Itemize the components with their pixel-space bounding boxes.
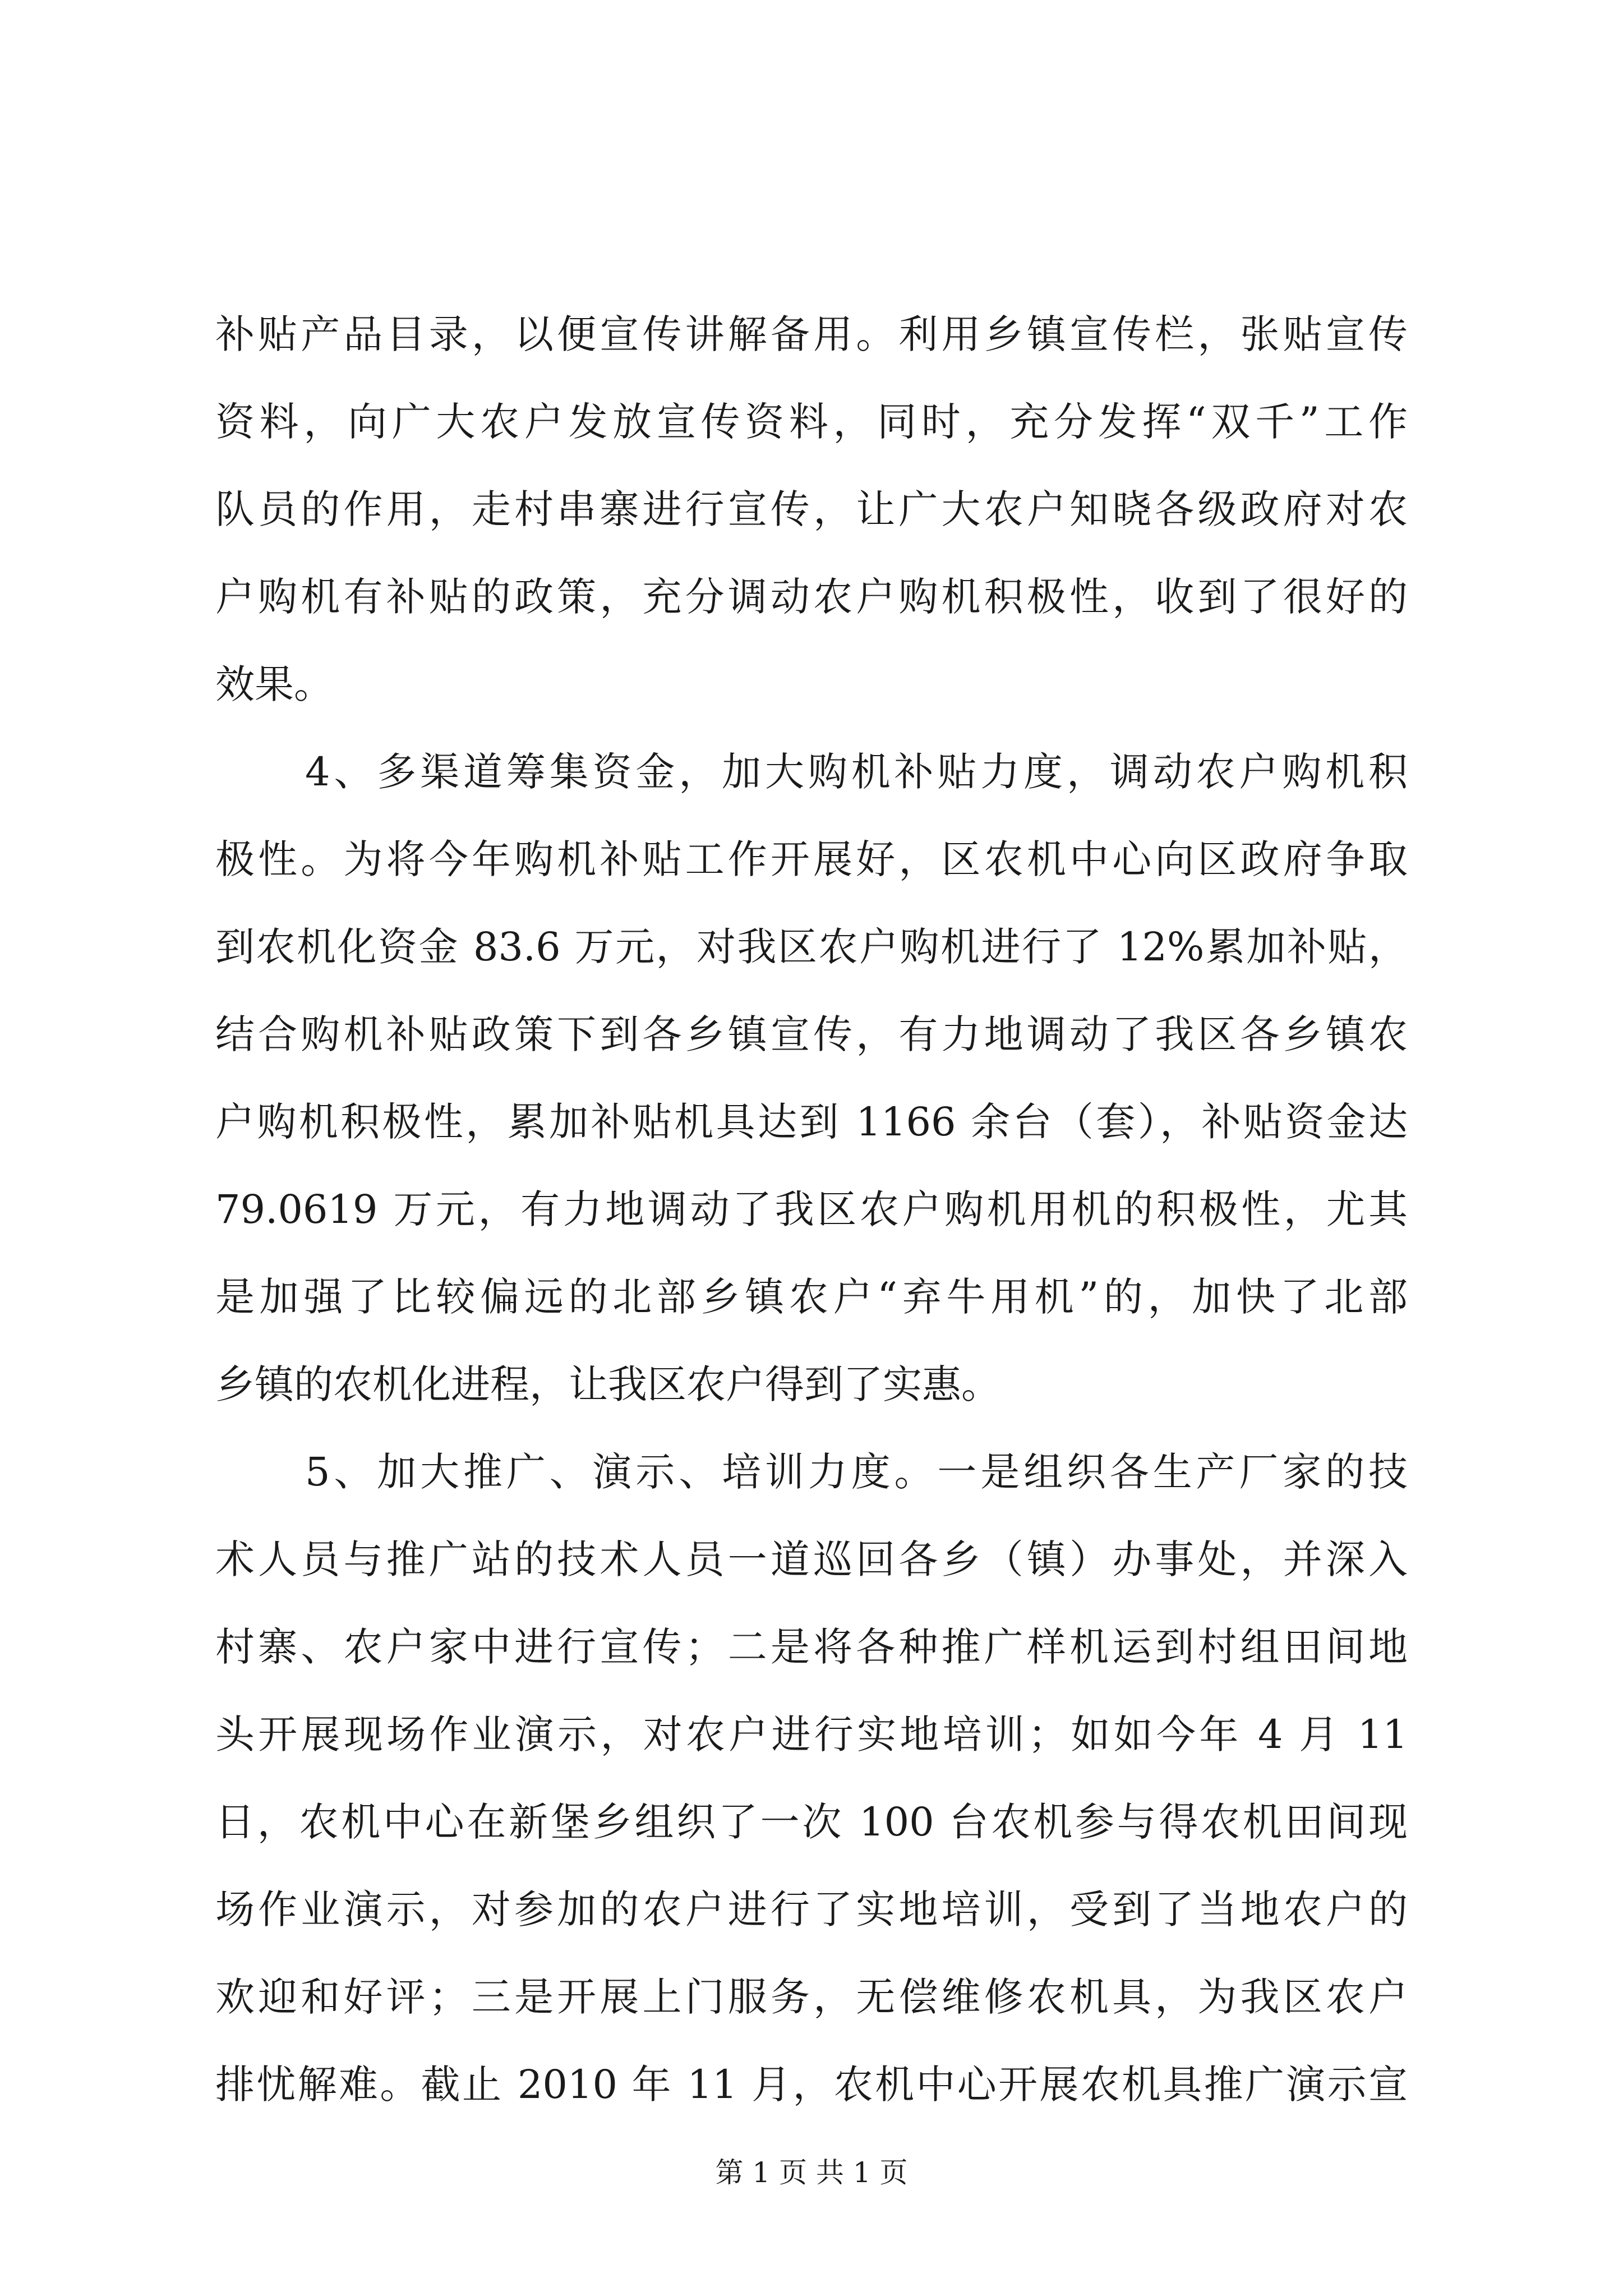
text-line: 资料，向广大农户发放宣传资料，同时，充分发挥“双千”工作 bbox=[215, 399, 1408, 445]
text-line: 欢迎和好评；三是开展上门服务，无偿维修农机具，为我区农户 bbox=[215, 1974, 1408, 2020]
text-line: 日，农机中心在新堡乡组织了一次 100 台农机参与得农机田间现 bbox=[215, 1799, 1408, 1845]
text-line: 结合购机补贴政策下到各乡镇宣传，有力地调动了我区各乡镇农 bbox=[215, 1011, 1408, 1057]
text-line: 4、多渠道筹集资金，加大购机补贴力度，调动农户购机积 bbox=[305, 749, 1408, 795]
text-line: 术人员与推广站的技术人员一道巡回各乡（镇）办事处，并深入 bbox=[215, 1536, 1408, 1582]
text-line: 79.0619 万元，有力地调动了我区农户购机用机的积极性，尤其 bbox=[215, 1186, 1408, 1232]
text-line: 乡镇的农机化进程，让我区农户得到了实惠。 bbox=[215, 1361, 1000, 1407]
text-line: 户购机有补贴的政策，充分调动农户购机积极性，收到了很好的 bbox=[215, 574, 1408, 620]
text-line: 效果。 bbox=[215, 661, 333, 707]
text-line: 头开展现场作业演示，对农户进行实地培训；如如今年 4 月 11 bbox=[215, 1711, 1408, 1757]
text-line: 5、加大推广、演示、培训力度。一是组织各生产厂家的技 bbox=[305, 1449, 1408, 1495]
document-body bbox=[215, 291, 1408, 2128]
text-line: 队员的作用，走村串寨进行宣传，让广大农户知晓各级政府对农 bbox=[215, 486, 1408, 532]
text-line: 村寨、农户家中进行宣传；二是将各种推广样机运到村组田间地 bbox=[215, 1624, 1408, 1670]
text-line: 户购机积极性，累加补贴机具达到 1166 余台（套），补贴资金达 bbox=[215, 1099, 1408, 1145]
text-line: 是加强了比较偏远的北部乡镇农户“弃牛用机”的，加快了北部 bbox=[215, 1274, 1408, 1320]
text-line: 场作业演示，对参加的农户进行了实地培训，受到了当地农户的 bbox=[215, 1887, 1408, 1932]
page-footer: 第 1 页 共 1 页 bbox=[715, 2156, 908, 2189]
text-line: 极性。为将今年购机补贴工作开展好，区农机中心向区政府争取 bbox=[215, 836, 1408, 882]
text-line: 补贴产品目录，以便宣传讲解备用。利用乡镇宣传栏，张贴宣传 bbox=[215, 311, 1408, 357]
text-line: 到农机化资金 83.6 万元，对我区农户购机进行了 12%累加补贴， bbox=[215, 924, 1408, 970]
text-line: 排忧解难。截止 2010 年 11 月，农机中心开展农机具推广演示宣 bbox=[215, 2062, 1408, 2108]
